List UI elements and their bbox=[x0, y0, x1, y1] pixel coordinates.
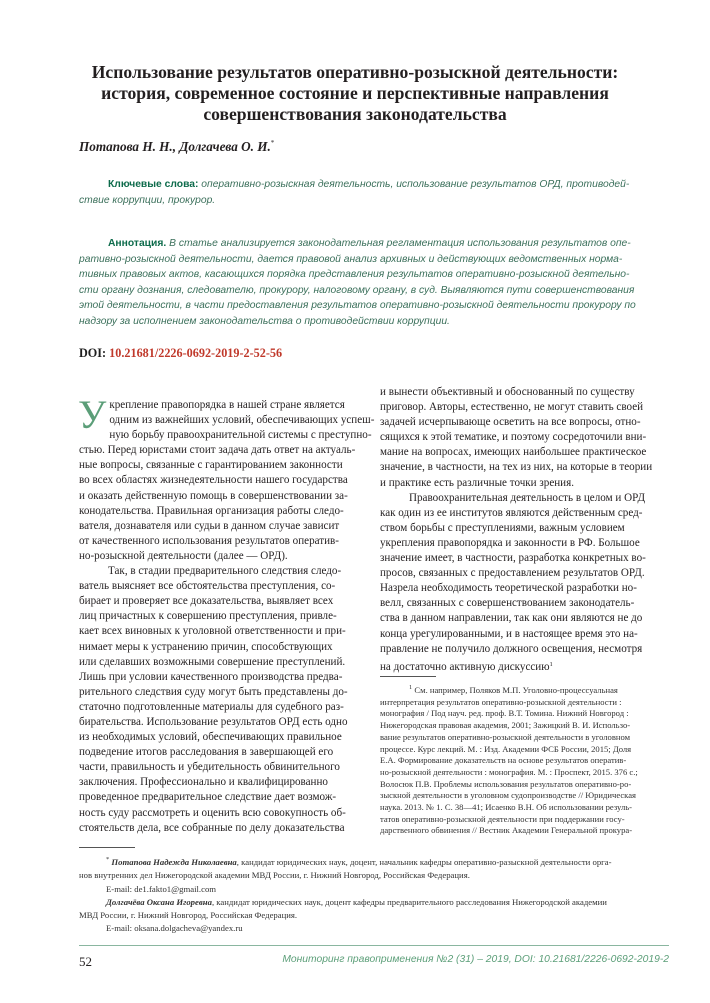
paragraph-line-text: или сделавших возможными совершение преступлений. bbox=[79, 655, 346, 668]
paragraph-line-text: из необходимых условий, обеспечивающих правильное bbox=[79, 731, 342, 744]
paragraph-line-text: бирательства. Использование результатов ОРД есть одно bbox=[79, 715, 348, 728]
paragraph-line-text: подведение итогов расследования в завершающей его bbox=[79, 746, 334, 759]
author-notes bbox=[79, 853, 671, 936]
annotation-line-text: этой деятельности, в части предоставления результатов оперативно-розыскной деятельности прокурору по bbox=[79, 300, 636, 311]
paragraph-line bbox=[380, 445, 664, 460]
paragraph-line bbox=[79, 775, 363, 790]
article-title bbox=[60, 62, 650, 125]
paragraph-line-text: сящихся к этой тематике, и поэтому сосредоточили вни- bbox=[380, 431, 647, 444]
footnote-ref[interactable]: 1 bbox=[549, 660, 553, 668]
paragraph-line-text: приговор. Авторы, естественно, не могут ставить своей bbox=[380, 401, 644, 414]
footnote-line bbox=[380, 825, 664, 837]
footnote-mark: 1 bbox=[409, 684, 413, 691]
annotation-text: В статье анализируется законодательная регламентация использования результатов опе- bbox=[169, 238, 631, 249]
paragraph-line-text: стоятельств дела, все собранные по делу доказательства bbox=[79, 821, 345, 834]
author-2-text: МВД России, г. Нижний Новгород, Российская Федерация. bbox=[79, 910, 298, 921]
doi-line bbox=[79, 346, 282, 361]
author-note-mark: * bbox=[106, 856, 110, 863]
annotation-line-text: надзору за исполнением законодательства о противодействии коррупции. bbox=[79, 315, 450, 327]
title-line: совершенствования законодательства bbox=[203, 104, 507, 124]
paragraph-line bbox=[79, 790, 363, 805]
footnote-line-text: татов оперативно-розыскной деятельности при поддержании госу- bbox=[380, 813, 625, 824]
footnote-line bbox=[380, 720, 664, 732]
paragraph-line bbox=[380, 521, 664, 536]
paragraph-line bbox=[79, 594, 363, 609]
author-2-name: Долгачёва Оксана Игоревна bbox=[106, 896, 212, 907]
paragraph-line-text: одним из важнейших условий, обеспечивающих успеш- bbox=[109, 414, 375, 427]
author-1-text: , кандидат юридических наук, доцент, начальник кафедры оперативно-разыскной деятельности орга- bbox=[236, 857, 612, 867]
annotation-line bbox=[79, 283, 669, 299]
paragraph-line-text: Лишь при условии качественного производства предва- bbox=[79, 670, 343, 683]
paragraph-line bbox=[79, 489, 363, 504]
footnote-text: См. например, Поляков М.П. Уголовно-процессуальная bbox=[414, 685, 618, 695]
paragraph-line-text: стью. Перед юристами стоит задача дать ответ на актуаль- bbox=[79, 444, 356, 457]
paragraph-line bbox=[79, 428, 372, 443]
paragraph-line-text: но-розыскной деятельности (далее — ОРД). bbox=[79, 549, 288, 562]
paragraph-line bbox=[79, 564, 363, 579]
paragraph-line-text: статочно подготовленные материалы для судебного раз- bbox=[79, 700, 344, 713]
footnote-line-text: но-розыскной деятельности : монография. М. : Проспект, 2015. 376 с.; bbox=[380, 766, 638, 777]
paragraph-line bbox=[79, 655, 363, 670]
paragraph-line-text: конца урегулированными, и в настоящее время это на- bbox=[380, 627, 638, 640]
annotation-line-text: тивных правовых актов, касающихся порядка представления результатов оперативно-розыскной деятельно- bbox=[79, 269, 630, 280]
paragraph-line-text: ные вопросы, связанные с гарантированием законности bbox=[79, 459, 343, 472]
footer-rule bbox=[79, 945, 669, 946]
footnote-line bbox=[380, 814, 664, 826]
footnote-line bbox=[380, 708, 664, 720]
paragraph-line bbox=[79, 685, 363, 700]
paragraph-line bbox=[79, 504, 363, 519]
paragraph-line-text: и вынести объективный и обоснованный по существу bbox=[380, 386, 635, 398]
paragraph-line bbox=[79, 398, 363, 413]
paragraph-line bbox=[79, 579, 363, 594]
paragraph-line bbox=[380, 476, 664, 491]
paragraph-line bbox=[79, 549, 363, 564]
paragraph-line bbox=[79, 806, 363, 821]
paragraph-line-text: Так, в стадии предварительного следствия следо- bbox=[108, 565, 342, 578]
paragraph-line-text: как один из ее институтов являются действенным сред- bbox=[380, 506, 643, 519]
paragraph-line-text: ватель выясняет все обстоятельства преступления, со- bbox=[79, 580, 336, 593]
body-left-column bbox=[78, 392, 375, 836]
author-1-name: Потапова Надежда Николаевна bbox=[111, 857, 237, 867]
footnote-line-text: монография / Под науч. ред. проф. В.Т. Томина. Нижний Новгород : bbox=[380, 708, 629, 719]
paragraph-line bbox=[79, 413, 375, 428]
paragraph-line-text: во всех областях жизнедеятельности нашего государства bbox=[79, 474, 348, 487]
paragraph-line bbox=[380, 385, 664, 400]
footnote-line bbox=[380, 744, 664, 756]
annotation-line bbox=[79, 298, 669, 314]
paragraph-line-text: и практике есть различные точки зрения. bbox=[380, 476, 574, 489]
authors-names: Потапова Н. Н., Долгачева О. И. bbox=[79, 139, 271, 154]
paragraph-line-text: значение имеет, в частности, разработка конкретных во- bbox=[380, 552, 646, 565]
footnote-line bbox=[380, 779, 664, 791]
footnote-line bbox=[380, 790, 664, 802]
paragraph-line-text: укрепления правопорядка и законности в РФ. Большое bbox=[380, 536, 640, 549]
paragraph-line bbox=[380, 460, 664, 475]
paragraph-line-text: лиц причастных к совершению преступления, привле- bbox=[79, 610, 337, 623]
footnote-1 bbox=[380, 682, 664, 837]
paragraph-line bbox=[380, 566, 664, 581]
paragraph-line bbox=[79, 715, 363, 730]
footnote-line-text: процессе. Курс лекций. М. : Изд. Академии ФСБ России, 2015; Доля bbox=[380, 743, 632, 754]
paragraph-line-text: заключения. Профессионально и квалифицированно bbox=[79, 776, 328, 789]
footnote-line-text: Волосюк П.В. Проблемы использования результатов оперативно-ро- bbox=[380, 778, 632, 789]
paragraph-line bbox=[380, 430, 664, 445]
paragraph-line bbox=[79, 519, 363, 534]
paragraph-line bbox=[79, 443, 363, 458]
paragraph-line-text: ность суду рассмотреть и оценить всю совокупность об- bbox=[79, 806, 346, 819]
footnote-line bbox=[380, 697, 664, 709]
annotation-block bbox=[79, 236, 669, 329]
journal-footer: Мониторинг правоприменения №2 (31) – 2019, DOI: 10.21681/2226-0692-2019-2 bbox=[282, 954, 669, 965]
paragraph-line bbox=[79, 458, 363, 473]
drop-cap: У bbox=[78, 392, 107, 437]
paragraph-line-text: просов, связанных с предоставлением результатов ОРД. bbox=[380, 567, 645, 580]
doi-label: DOI: bbox=[79, 346, 107, 360]
footnote-line bbox=[380, 767, 664, 779]
footnote-line-text: интерпретация результатов оперативно-розыскной деятельности : bbox=[380, 696, 622, 707]
paragraph-line bbox=[79, 730, 363, 745]
authors-footnote-mark: * bbox=[270, 139, 275, 147]
paragraph-line-text: велл, связанных с совершенствованием законодатель- bbox=[380, 597, 635, 610]
title-line: история, современное состояние и перспективные направления bbox=[101, 83, 609, 103]
paragraph-line-text: задачей исчерпывающе осветить на все вопросы, отно- bbox=[380, 416, 641, 429]
annotation-line bbox=[79, 252, 669, 268]
authors-line bbox=[79, 139, 274, 155]
keywords-block bbox=[79, 177, 669, 208]
paragraph-line-text: ства в данном направлении, так как они являются не до bbox=[380, 612, 643, 625]
paragraph-line-text: ную борьбу правоохранительной системы с преступно- bbox=[109, 429, 372, 442]
author-1-text: нов внутренних дел Нижегородской академии МВД России, г. Нижний Новгород, Российская Федерация. bbox=[79, 870, 470, 881]
paragraph-line-text: вателя, дознавателя или судьи в данном случае зависит bbox=[79, 519, 340, 532]
paragraph-line bbox=[79, 821, 363, 836]
paragraph-line-text: мание на вопросах, имеющих наибольшее практическое bbox=[380, 446, 647, 459]
paragraph-line bbox=[380, 415, 664, 430]
paragraph-line bbox=[79, 609, 363, 624]
annotation-label: Аннотация. bbox=[108, 238, 167, 249]
footnote-line-text: зыскной деятельности в уголовном судопроизводстве // Юридическая bbox=[380, 790, 636, 801]
footnote-line-text: наука. 2013. № 1. С. 38—41; Исаенко В.Н. Об использовании резуль- bbox=[380, 802, 633, 813]
author-notes-divider bbox=[79, 847, 135, 848]
paragraph-line bbox=[79, 624, 363, 639]
footnote-divider bbox=[380, 676, 436, 677]
paragraph-line-text: Правоохранительная деятельность в целом и ОРД bbox=[409, 491, 646, 504]
paragraph-line bbox=[380, 611, 664, 626]
paragraph-line-text: рительного следствия суду могут быть представлены до- bbox=[79, 685, 348, 698]
paragraph-line bbox=[380, 551, 664, 566]
paragraph-line bbox=[79, 670, 363, 685]
paragraph-line bbox=[79, 640, 363, 655]
footnote-line bbox=[380, 755, 664, 767]
footnote-line-text: дарственного обвинения // Вестник Академии Генеральной прокура- bbox=[380, 825, 633, 836]
paragraph-line bbox=[380, 536, 664, 551]
paragraph-line bbox=[79, 473, 363, 488]
paragraph-line bbox=[380, 596, 664, 611]
paragraph-line-text: ством борьбы с преступлениями, важным условием bbox=[380, 521, 625, 534]
paragraph-line-text: Назрела необходимость теоретической разработки но- bbox=[380, 582, 637, 595]
paragraph-line bbox=[380, 657, 664, 675]
paragraph-line-text: бирает и проверяет все доказательства, выявляет всех bbox=[79, 595, 334, 608]
footnote-line-text: Е.А. Формирование доказательств на основе результатов оператив- bbox=[380, 755, 627, 766]
paragraph-line-text: конодательства. Правильная организация работы следо- bbox=[79, 504, 344, 517]
annotation-line-text: ративно-розыскной деятельности, дается правовой анализ архивных и действующих ведомственных норма- bbox=[79, 253, 623, 265]
paragraph-line-text: и оказать действенную помощь в совершенствовании за- bbox=[79, 489, 348, 502]
body-right-column bbox=[380, 385, 664, 675]
paragraph-line-text: кает всех виновных к уголовной ответственности и при- bbox=[79, 625, 346, 638]
paragraph-line bbox=[380, 627, 664, 642]
paragraph-line bbox=[380, 491, 664, 506]
footnote-line-text: вание результатов оперативно-розыскной деятельности в уголовном bbox=[380, 731, 631, 742]
paragraph-line bbox=[79, 745, 363, 760]
paragraph-line bbox=[380, 581, 664, 596]
paragraph-line-text: нимает меры к устранению причин, способствующих bbox=[79, 640, 333, 653]
paragraph-line-text: проведенное предварительное следствие дает возмож- bbox=[79, 791, 337, 804]
annotation-line bbox=[79, 314, 669, 330]
paragraph-line bbox=[79, 534, 363, 549]
paragraph-line-text: крепление правопорядка в нашей стране является bbox=[109, 399, 345, 411]
keywords-label: Ключевые слова: bbox=[108, 179, 199, 190]
paragraph-line-text: правление не получило должного освещения, несмотря bbox=[380, 642, 643, 655]
footnote-line bbox=[380, 802, 664, 814]
paragraph-line bbox=[79, 760, 363, 775]
paragraph-line bbox=[380, 506, 664, 521]
footnote-line bbox=[380, 732, 664, 744]
annotation-line-text: сти органу дознания, следователю, прокурору, налоговому органу, в суд. Выявляются пути совершенствования bbox=[79, 284, 635, 296]
paragraph-line bbox=[380, 642, 664, 657]
title-line: Использование результатов оперативно-розыскной деятельности: bbox=[91, 62, 619, 82]
doi-link[interactable]: 10.21681/2226-0692-2019-2-52-56 bbox=[109, 346, 283, 360]
paragraph-line bbox=[79, 700, 363, 715]
author-1-email[interactable]: E-mail: de1.fakto1@gmail.com bbox=[106, 883, 217, 894]
author-2-email[interactable]: E-mail: oksana.dolgacheva@yandex.ru bbox=[106, 923, 243, 934]
annotation-line bbox=[79, 267, 669, 283]
paragraph-line bbox=[380, 400, 664, 415]
paragraph-line-text: на достаточно активную дискуссию bbox=[380, 660, 550, 673]
paragraph-line-text: части, правильность и убедительность обвинительного bbox=[79, 761, 340, 774]
footnote-line-text: Нижегородская правовая академия, 2001; Зажицкий В. И. Использо- bbox=[380, 720, 631, 731]
paragraph-line-text: значение, в частности, на тех из них, на которые в теории bbox=[380, 461, 653, 474]
keywords-text: ствие коррупции, прокурор. bbox=[79, 194, 216, 206]
author-2-text: , кандидат юридических наук, доцент кафедры предварительного расследования Нижегородской академии bbox=[211, 896, 607, 907]
keywords-text: оперативно-розыскная деятельность, использование результатов ОРД, противодей- bbox=[201, 179, 630, 190]
paragraph-line-text: от качественного использования результатов оператив- bbox=[79, 534, 339, 547]
page-number: 52 bbox=[79, 954, 92, 969]
